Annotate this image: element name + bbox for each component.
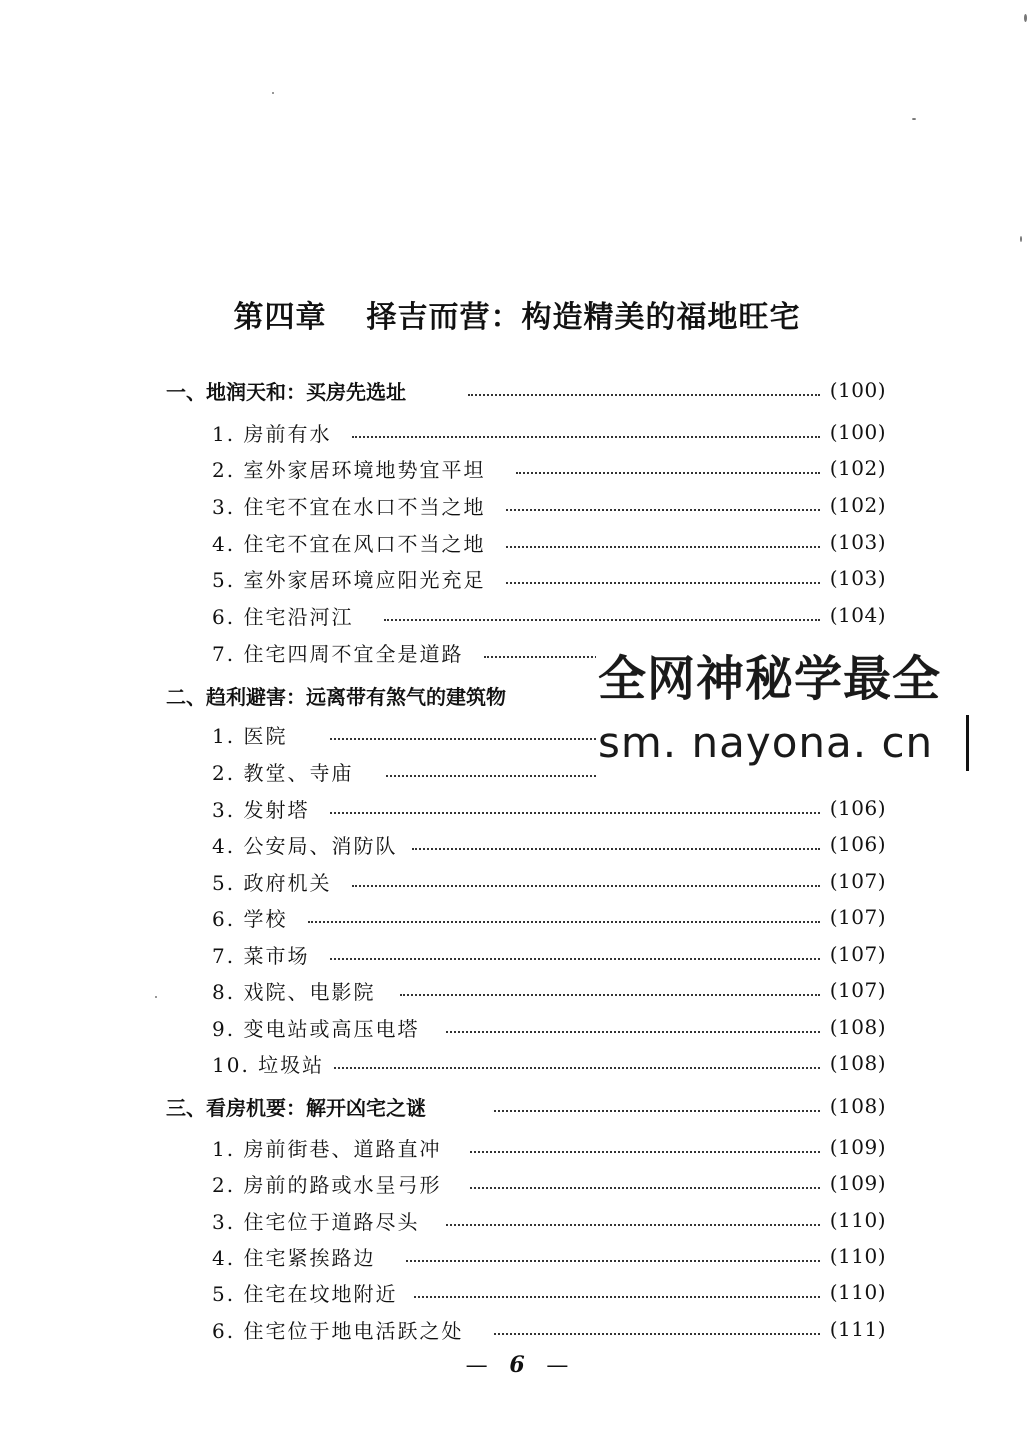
- toc-page-number: (108): [829, 1015, 886, 1039]
- toc-page-number: (102): [829, 493, 886, 517]
- toc-item-row: [0, 1311, 1034, 1347]
- toc-item-label: 7. 住宅四周不宜全是道路: [212, 641, 464, 666]
- toc-item-row: [0, 936, 1034, 972]
- page-footer: [0, 1352, 1034, 1378]
- toc-section-row: [0, 1088, 1034, 1124]
- toc-page-number: (103): [829, 530, 886, 554]
- watermark-overlay: [596, 640, 1028, 780]
- toc-item-label: 3. 发射塔: [212, 797, 310, 822]
- toc-item-row: [0, 560, 1034, 596]
- watermark-url: sm. nayona. cn: [598, 718, 934, 767]
- dot-leader: [412, 848, 820, 850]
- toc-item-label: 4. 住宅紧挨路边: [212, 1245, 376, 1270]
- toc-page-number: (107): [829, 905, 886, 929]
- toc-page-number: (104): [829, 603, 886, 627]
- toc-item-label: 7. 菜市场: [212, 943, 310, 968]
- toc-item-row: [0, 450, 1034, 486]
- toc-item-row: [0, 1129, 1034, 1165]
- watermark-bar: [966, 715, 969, 771]
- toc-page-number: (109): [829, 1135, 886, 1159]
- dot-leader: [330, 812, 820, 814]
- toc-page-number: (111): [829, 1317, 886, 1341]
- toc-item-label: 8. 戏院、电影院: [212, 979, 376, 1004]
- toc-item-label: 5. 住宅在坟地附近: [212, 1281, 398, 1306]
- toc-section-label: 二、趋利避害：远离带有煞气的建筑物: [166, 684, 506, 709]
- dot-leader: [468, 394, 820, 396]
- dot-leader: [506, 509, 820, 511]
- toc-item-row: [0, 899, 1034, 935]
- toc-item-label: 5. 政府机关: [212, 870, 332, 895]
- toc-item-label: 1. 房前街巷、道路直冲: [212, 1136, 442, 1161]
- dot-leader: [494, 1333, 820, 1335]
- toc-item-label: 1. 医院: [212, 723, 288, 748]
- toc-page-number: (110): [829, 1208, 886, 1232]
- toc-item-row: [0, 1238, 1034, 1274]
- toc-item-row: [0, 826, 1034, 862]
- dot-leader: [352, 436, 820, 438]
- footer-dash-left: —: [465, 1353, 488, 1378]
- toc-page-number: (110): [829, 1280, 886, 1304]
- toc-item-label: 6. 学校: [212, 906, 288, 931]
- toc-page-number: (103): [829, 566, 886, 590]
- dot-leader: [506, 582, 820, 584]
- toc-item-label: 1. 房前有水: [212, 421, 332, 446]
- dot-leader: [334, 1067, 820, 1069]
- toc-page-number: (108): [829, 1094, 886, 1118]
- toc-item-label: 3. 住宅不宜在水口不当之地: [212, 494, 486, 519]
- toc-item-label: 5. 室外家居环境应阳光充足: [212, 567, 486, 592]
- chapter-title: [0, 292, 1034, 336]
- toc-item-label: 3. 住宅位于道路尽头: [212, 1209, 420, 1234]
- toc-section-label: 一、地润天和：买房先选址: [166, 379, 406, 404]
- toc-item-row: [0, 1274, 1034, 1310]
- toc-page-number: (108): [829, 1051, 886, 1075]
- chapter-heading: 择吉而营：构造精美的福地旺宅: [366, 300, 801, 335]
- toc-item-row: [0, 1009, 1034, 1045]
- dot-leader: [384, 619, 820, 621]
- toc-page-number: (106): [829, 832, 886, 856]
- toc-page-number: (106): [829, 796, 886, 820]
- dot-leader: [352, 885, 820, 887]
- dot-leader: [406, 1260, 820, 1262]
- toc-page-number: (100): [829, 420, 886, 444]
- toc-page-number: (109): [829, 1171, 886, 1195]
- dot-leader: [446, 1224, 820, 1226]
- toc-item-label: 2. 房前的路或水呈弓形: [212, 1172, 442, 1197]
- toc-item-label: 10. 垃圾站: [212, 1052, 325, 1077]
- toc-page-number: (107): [829, 869, 886, 893]
- toc-item-label: 4. 住宅不宜在风口不当之地: [212, 531, 486, 556]
- toc-item-row: [0, 487, 1034, 523]
- scan-speck: [272, 92, 274, 94]
- toc-item-row: [0, 1202, 1034, 1238]
- toc-item-label: 9. 变电站或高压电塔: [212, 1016, 420, 1041]
- dot-leader: [516, 472, 820, 474]
- dot-leader: [446, 1031, 820, 1033]
- dot-leader: [330, 958, 820, 960]
- toc-item-row: [0, 414, 1034, 450]
- dot-leader: [470, 1151, 820, 1153]
- dot-leader: [400, 994, 820, 996]
- page-number: 6: [509, 1352, 525, 1378]
- toc-item-label: 6. 住宅位于地电活跃之处: [212, 1318, 464, 1343]
- scan-speck: [1024, 14, 1027, 22]
- toc-page-number: (100): [829, 378, 886, 402]
- toc-section-row: [0, 372, 1034, 408]
- toc-item-row: [0, 972, 1034, 1008]
- scan-speck: [1020, 236, 1022, 242]
- toc-item-row: [0, 524, 1034, 560]
- toc-item-label: 6. 住宅沿河江: [212, 604, 354, 629]
- dot-leader: [308, 921, 820, 923]
- dot-leader: [506, 546, 820, 548]
- toc-page-number: (102): [829, 456, 886, 480]
- dot-leader: [470, 1187, 820, 1189]
- dot-leader: [494, 1110, 820, 1112]
- scan-speck: [912, 118, 916, 120]
- toc-item-label: 2. 教堂、寺庙: [212, 760, 354, 785]
- watermark-text: 全网神秘学最全: [598, 651, 942, 707]
- toc-section-label: 三、看房机要：解开凶宅之谜: [166, 1095, 426, 1120]
- toc-item-row: [0, 790, 1034, 826]
- toc-page-number: (107): [829, 978, 886, 1002]
- toc-item-row: [0, 863, 1034, 899]
- dot-leader: [414, 1296, 820, 1298]
- toc-item-row: [0, 1045, 1034, 1081]
- toc-item-label: 2. 室外家居环境地势宜平坦: [212, 457, 486, 482]
- toc-page-number: (107): [829, 942, 886, 966]
- toc-item-label: 4. 公安局、消防队: [212, 833, 398, 858]
- toc-item-row: [0, 597, 1034, 633]
- toc-page-number: (110): [829, 1244, 886, 1268]
- chapter-number: 第四章: [233, 300, 327, 335]
- scan-speck: [155, 996, 157, 998]
- toc-item-row: [0, 1165, 1034, 1201]
- footer-dash-right: —: [546, 1353, 569, 1378]
